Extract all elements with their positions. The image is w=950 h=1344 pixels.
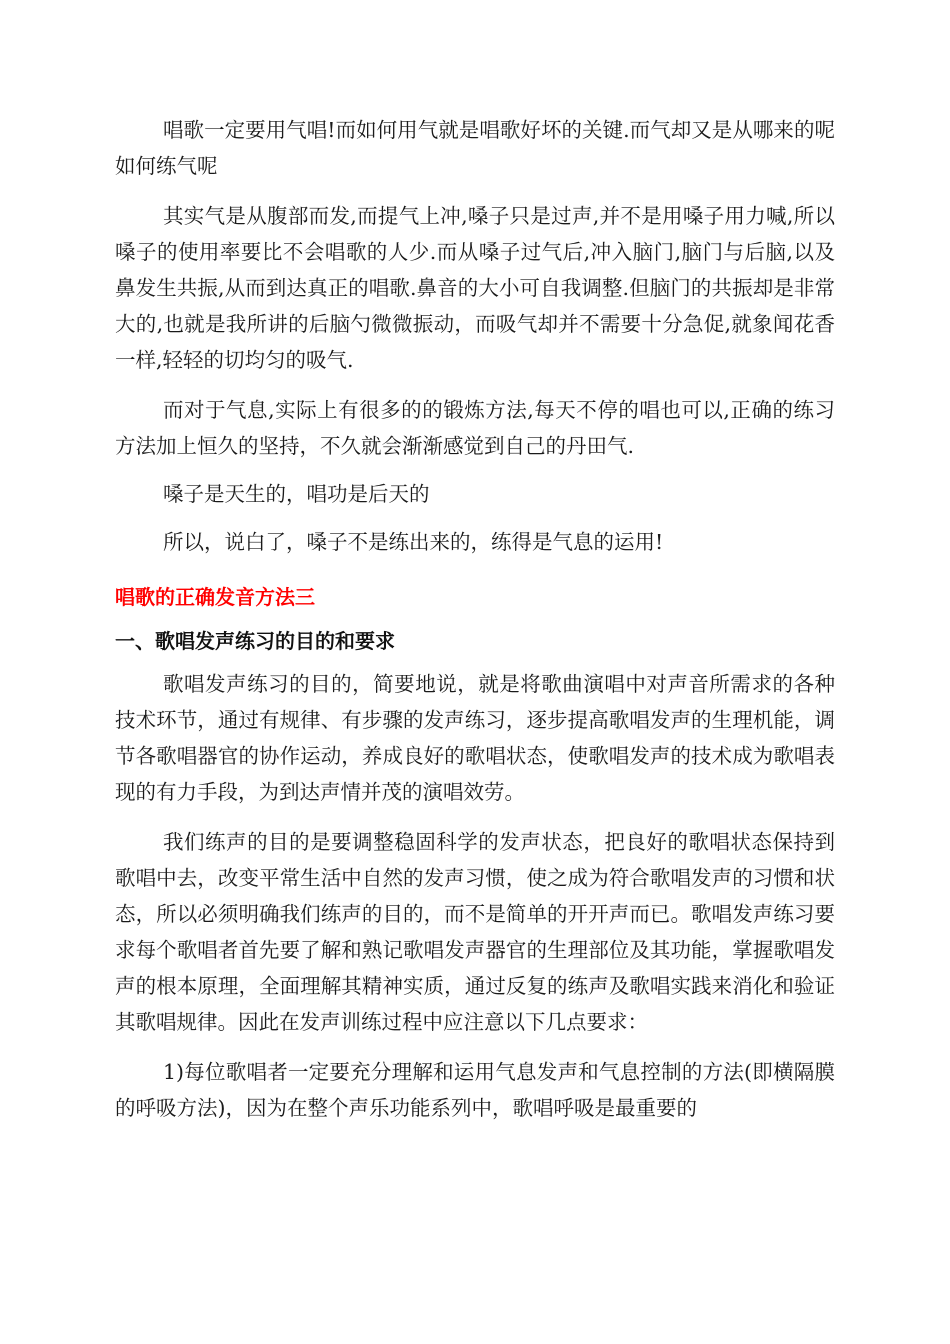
section-title: 唱歌的正确发音方法三: [115, 585, 315, 609]
paragraph: 所以，说白了，嗓子不是练出来的，练得是气息的运用!: [163, 530, 664, 554]
paragraph: 1)每位歌唱者一定要充分理解和运用气息发声和气息控制的方法(即横隔膜的呼吸方法)，因为在整个声乐功能系列中，歌唱呼吸是最重要的: [115, 1060, 835, 1120]
paragraph: 我们练声的目的是要调整稳固科学的发声状态，把良好的歌唱状态保持到歌唱中去，改变平常生活中自然的发声习惯，使之成为符合歌唱发声的习惯和状态，所以必须明确我们练声的目的，而不是简单的开开声而已。歌唱发声练习要求每个歌唱者首先要了解和熟记歌唱发声器官的生理部位及其功能，掌握歌唱发声的根本原理，全面理解其精神实质，通过反复的练声及歌唱实践来消化和验证其歌唱规律。因此在发声训练过程中应注意以下几点要求：: [115, 830, 835, 1034]
subsection-title: 一、歌唱发声练习的目的和要求: [115, 629, 395, 653]
paragraph: 嗓子是天生的，唱功是后天的: [163, 482, 430, 506]
paragraph: 而对于气息,实际上有很多的的锻炼方法,每天不停的唱也可以,正确的练习方法加上恒久的坚持，不久就会渐渐感觉到自己的丹田气.: [115, 398, 835, 458]
paragraph: 歌唱发声练习的目的，简要地说，就是将歌曲演唱中对声音所需求的各种技术环节，通过有规律、有步骤的发声练习，逐步提高歌唱发声的生理机能，调节各歌唱器官的协作运动，养成良好的歌唱状态，使歌唱发声的技术成为歌唱表现的有力手段，为到达声情并茂的演唱效劳。: [115, 672, 835, 804]
paragraph: 其实气是从腹部而发,而提气上冲,嗓子只是过声,并不是用嗓子用力喊,所以嗓子的使用率要比不会唱歌的人少.而从嗓子过气后,冲入脑门,脑门与后脑,以及鼻发生共振,从而到达真正的唱歌.鼻音的大小可自我调整.但脑门的共振却是非常大的,也就是我所讲的后脑勺微微振动，而吸气却并不需要十分急促,就象闻花香一样,轻轻的切均匀的吸气.: [115, 204, 835, 372]
paragraph: 唱歌一定要用气唱!而如何用气就是唱歌好坏的关键.而气却又是从哪来的呢如何练气呢: [115, 118, 835, 178]
document-body: [115, 112, 835, 1126]
